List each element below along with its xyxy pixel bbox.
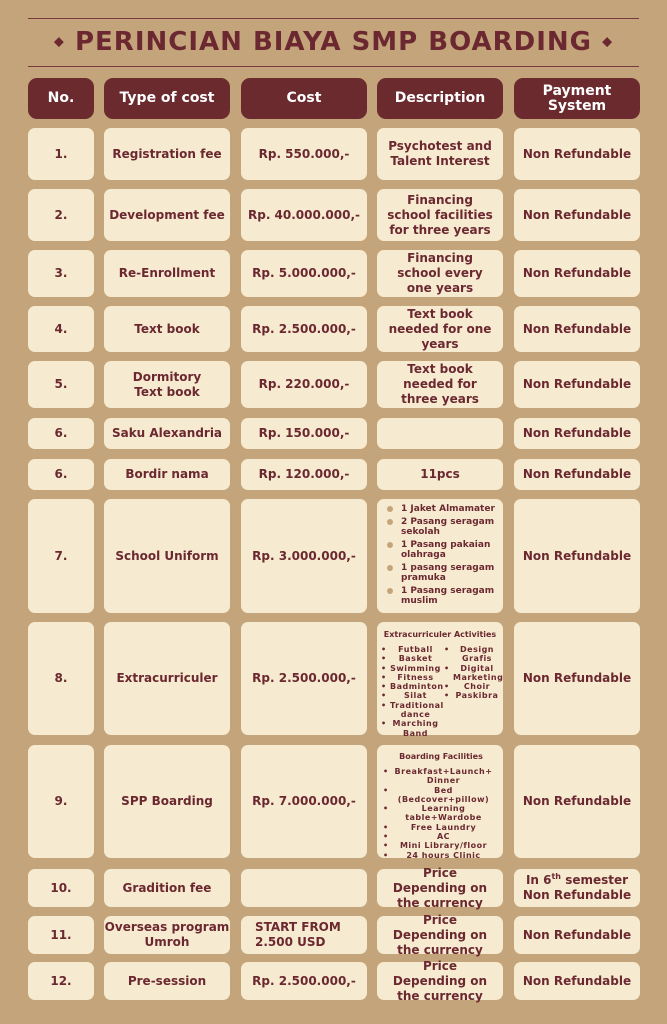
list-item: 1 pasang seragam pramuka <box>387 563 503 583</box>
row-payment: Non Refundable <box>514 745 640 858</box>
row-type-line2: Text book <box>134 384 200 399</box>
row-type: Saku Alexandria <box>104 418 230 449</box>
row-type-line1: Overseas program <box>104 920 230 934</box>
title-text: PERINCIAN BIAYA SMP BOARDING <box>74 27 593 57</box>
row-payment: Non Refundable <box>514 361 640 408</box>
row-payment: Non Refundable <box>514 499 640 613</box>
header-description: Description <box>377 78 503 119</box>
row-description: Text book needed for one years <box>377 306 503 352</box>
list-item: • Paskibra <box>444 691 501 700</box>
boarding-list <box>383 767 495 860</box>
row-cost-line1: START FROM <box>255 920 341 934</box>
row-cost: Rp. 220.000,- <box>241 361 367 408</box>
row-cost: Rp. 150.000,- <box>241 418 367 449</box>
payment-suffix: semester <box>561 873 629 887</box>
header-cost: Cost <box>241 78 367 119</box>
row-no: 5. <box>28 361 94 408</box>
list-item: • Design Grafis <box>444 645 501 664</box>
row-description: Text book needed for three years <box>377 361 503 408</box>
row-cost-line2: 2.500 USD <box>255 935 326 949</box>
list-item: • Choir <box>444 682 501 691</box>
row-payment: Non Refundable <box>514 306 640 352</box>
list-item: • Basket <box>381 654 441 663</box>
header-payment-line1: Payment <box>542 82 612 99</box>
row-type: School Uniform <box>104 499 230 613</box>
list-item: • AC <box>383 832 495 841</box>
row-description: Price Depending on the currency <box>377 962 503 1000</box>
row-description: Financing school every one years <box>377 250 503 297</box>
row-type-line1: Dormitory <box>132 369 202 384</box>
list-item: • Futball <box>381 645 441 654</box>
row-payment: Non Refundable <box>514 250 640 297</box>
row-cost: Rp. 2.500.000,- <box>241 962 367 1000</box>
title-ornament-right: ◆ <box>602 34 614 50</box>
row-no: 9. <box>28 745 94 858</box>
row-no: 8. <box>28 622 94 735</box>
row-payment: Non Refundable <box>514 189 640 241</box>
row-no: 6. <box>28 459 94 490</box>
row-cost <box>241 916 367 954</box>
row-no: 7. <box>28 499 94 613</box>
row-description: Psychotest and Talent Interest <box>377 128 503 180</box>
row-no: 2. <box>28 189 94 241</box>
extracurricular-col2 <box>444 645 504 738</box>
payment-semester <box>526 873 628 888</box>
list-item: • Learning table+Wardobe <box>383 804 495 823</box>
list-item: 2 Pasang seragam sekolah <box>387 517 503 537</box>
header-payment-line2: System <box>547 97 607 114</box>
row-type: Gradition fee <box>104 869 230 907</box>
row-payment <box>514 869 640 907</box>
row-description <box>377 745 503 858</box>
boarding-title: Boarding Facilities <box>399 752 483 761</box>
list-item: • Swimming <box>381 664 441 673</box>
row-type: Extracurriculer <box>104 622 230 735</box>
row-description <box>377 622 504 738</box>
page-title <box>0 22 667 62</box>
row-description: Price Depending on the currency <box>377 916 503 954</box>
extracurricular-title: Extracurriculer Activities <box>383 630 497 639</box>
extracurricular-col1 <box>381 645 444 738</box>
header-no: No. <box>28 78 94 119</box>
row-description <box>377 418 503 449</box>
row-type: Pre-session <box>104 962 230 1000</box>
row-type: Text book <box>104 306 230 352</box>
row-cost: Rp. 5.000.000,- <box>241 250 367 297</box>
list-item: • Bed (Bedcover+pillow) <box>383 786 495 805</box>
row-cost: Rp. 2.500.000,- <box>241 306 367 352</box>
payment-line2: Non Refundable <box>522 888 632 902</box>
list-item: • Breakfast+Launch+ Dinner <box>383 767 495 786</box>
row-type: Bordir nama <box>104 459 230 490</box>
row-type: Re-Enrollment <box>104 250 230 297</box>
row-cost: Rp. 120.000,- <box>241 459 367 490</box>
row-no: 6. <box>28 418 94 449</box>
title-ornament-left: ◆ <box>53 34 65 50</box>
row-description: Financing school facilities for three years <box>377 189 503 241</box>
bottom-rule <box>28 66 639 67</box>
extracurricular-columns <box>381 645 504 738</box>
row-no: 11. <box>28 916 94 954</box>
row-payment: Non Refundable <box>514 962 640 1000</box>
row-payment: Non Refundable <box>514 916 640 954</box>
row-payment: Non Refundable <box>514 128 640 180</box>
row-no: 4. <box>28 306 94 352</box>
list-item: • Free Laundry <box>383 823 495 832</box>
list-item: • Fitness <box>381 673 441 682</box>
row-no: 1. <box>28 128 94 180</box>
uniform-list <box>387 504 503 609</box>
row-type: Registration fee <box>104 128 230 180</box>
list-item: • Mini Library/floor <box>383 841 495 850</box>
row-cost: Rp. 3.000.000,- <box>241 499 367 613</box>
list-item: • Traditional dance <box>381 701 441 720</box>
row-payment: Non Refundable <box>514 459 640 490</box>
row-payment: Non Refundable <box>514 418 640 449</box>
row-no: 10. <box>28 869 94 907</box>
payment-prefix: In 6 <box>525 873 552 887</box>
row-type-line2: Umroh <box>144 935 190 949</box>
row-cost <box>241 869 367 907</box>
list-item: 1 Pasang pakaian olahraga <box>387 540 503 560</box>
list-item: • Silat <box>381 691 441 700</box>
row-type <box>104 361 230 408</box>
row-payment: Non Refundable <box>514 622 640 735</box>
list-item: • 24 hours Clinic <box>383 851 495 860</box>
row-description: Price Depending on the currency <box>377 869 503 907</box>
row-description: 11pcs <box>377 459 503 490</box>
header-payment <box>514 78 640 119</box>
row-cost: Rp. 550.000,- <box>241 128 367 180</box>
row-no: 12. <box>28 962 94 1000</box>
list-item: 1 Jaket Almamater <box>387 504 503 514</box>
row-cost: Rp. 2.500.000,- <box>241 622 367 735</box>
row-no: 3. <box>28 250 94 297</box>
row-cost: Rp. 40.000.000,- <box>241 189 367 241</box>
list-item: • Digital Marketing <box>444 664 501 683</box>
list-item: • Badminton <box>381 682 441 691</box>
list-item: 1 Pasang seragam muslim <box>387 586 503 606</box>
payment-sup: th <box>551 872 562 881</box>
row-type: SPP Boarding <box>104 745 230 858</box>
row-cost: Rp. 7.000.000,- <box>241 745 367 858</box>
row-type: Development fee <box>104 189 230 241</box>
top-rule <box>28 18 639 19</box>
row-description <box>377 499 503 613</box>
header-type: Type of cost <box>104 78 230 119</box>
list-item: • Marching Band <box>381 719 441 738</box>
row-type <box>104 916 230 954</box>
